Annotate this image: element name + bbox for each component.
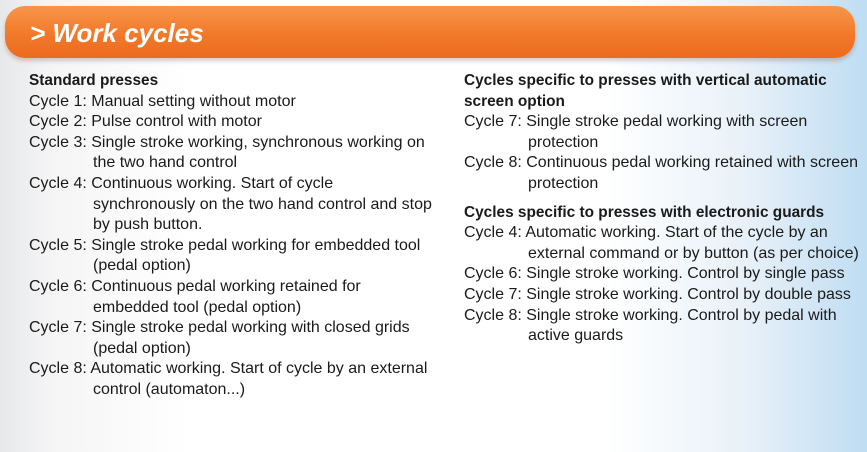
cycle-item: Cycle 6: Continuous pedal working retained for embedded tool (pedal option) xyxy=(29,277,361,316)
cycle-item: Cycle 7: Single stroke pedal working with closed grids (pedal option) xyxy=(29,319,410,357)
cycle-item: Cycle 4: Continuous working. Start of cycle synchronously on the two hand control and stop by push button. xyxy=(29,174,432,234)
vertical-screen-heading: Cycles specific to presses with vertical automatic screen option xyxy=(464,72,827,110)
cycle-item: Cycle 3: Single stroke working, synchronous working on the two hand control xyxy=(29,133,425,172)
electronic-guards-heading: Cycles specific to presses with electronic guards xyxy=(464,203,825,221)
cycle-item: Cycle 1: Manual setting without motor xyxy=(29,92,296,110)
cycle-item: Cycle 2: Pulse control with motor xyxy=(29,113,262,131)
cycle-item: Cycle 8: Automatic working. Start of cycle by an external control (automaton...) xyxy=(29,360,428,398)
cycle-item: Cycle 7: Single stroke pedal working with screen protection xyxy=(464,113,808,151)
standard-presses-column xyxy=(29,71,439,401)
cycle-item: Cycle 5: Single stroke pedal working for embedded tool (pedal option) xyxy=(29,236,421,275)
cycle-item: Cycle 8: Single stroke working. Control by pedal with active guards xyxy=(464,306,837,345)
section-banner xyxy=(5,6,855,58)
cycle-item: Cycle 7: Single stroke working. Control by double pass xyxy=(464,285,851,303)
cycle-item: Cycle 4: Automatic working. Start of the cycle by an external command or by button (as per choice) xyxy=(464,224,859,262)
cycle-item: Cycle 8: Continuous pedal working retained with screen protection xyxy=(464,154,858,192)
standard-presses-heading: Standard presses xyxy=(29,72,159,89)
section-title: > Work cycles xyxy=(30,18,204,48)
specific-presses-column xyxy=(464,71,864,347)
cycle-item: Cycle 6: Single stroke working. Control by single pass xyxy=(464,265,845,283)
